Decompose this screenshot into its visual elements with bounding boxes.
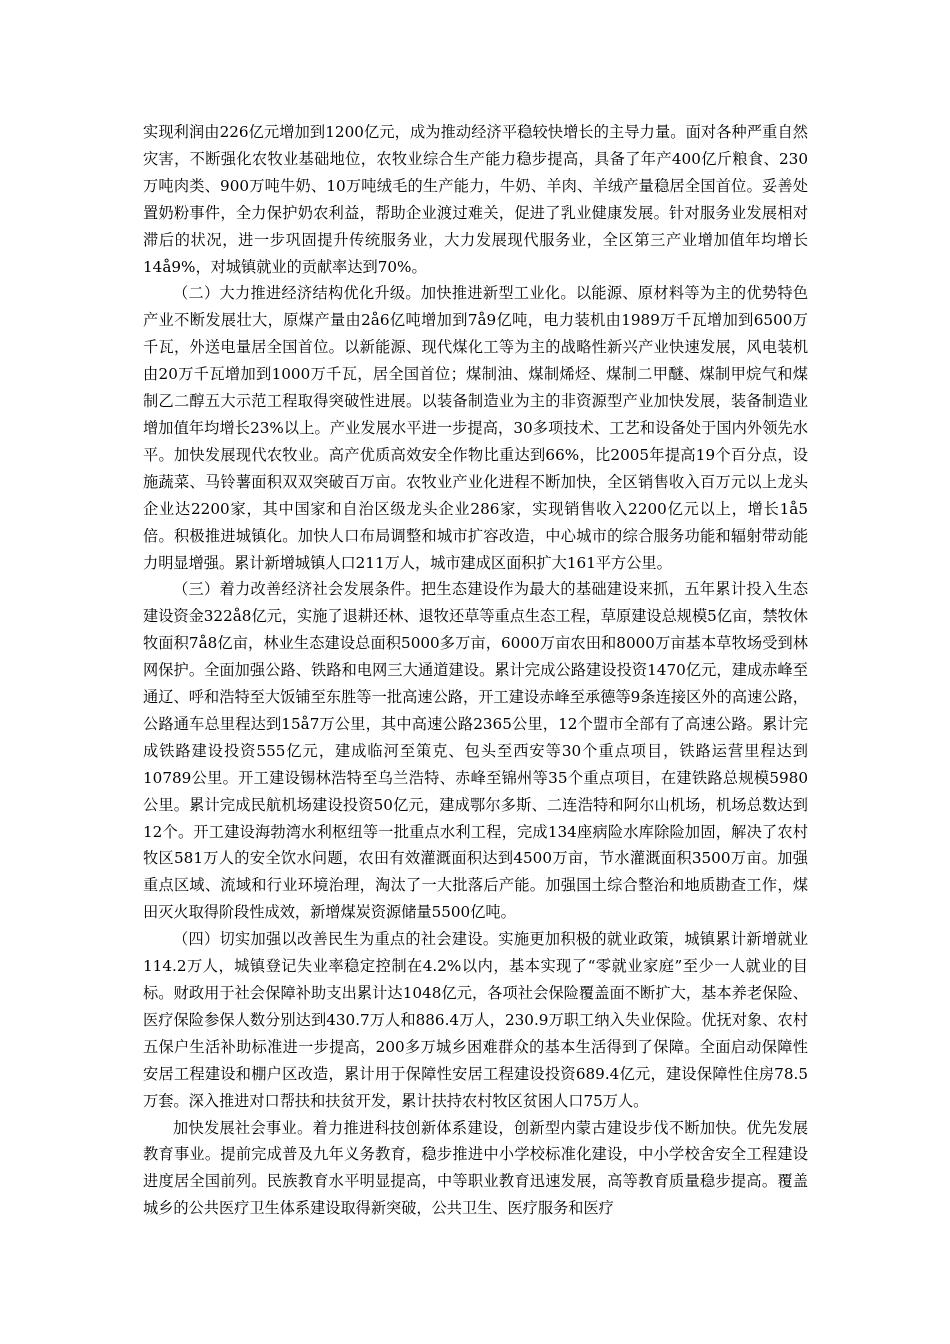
paragraph-social-undertakings: 加快发展社会事业。着力推进科技创新体系建设，创新型内蒙古建设步伐不断加快。优先发展教育事业。提前完成普及九年义务教育，稳步推进中小学校标准化建设，中小学校舍安全工程建设进度居全国前列。民族教育水平明显提高，中等职业教育迅速发展，高等教育质量稳步提高。覆盖城乡的公共医疗卫生体系建设取得新突破，公共卫生、医疗服务和医疗: [143, 1118, 808, 1218]
paragraph-economy-continued: 实现利润由226亿元增加到1200亿元，成为推动经济平稳较快增长的主导力量。面对各种严重自然灾害，不断强化农牧业基础地位，农牧业综合生产能力稳步提高，具备了年产400亿斤粮食、230万吨肉类、900万吨牛奶、10万吨绒毛的生产能力，牛奶、羊肉、羊绒产量稳居全国首位。妥善处置奶粉事件，全力保护奶农利益，帮助企业渡过难关，促进了乳业健康发展。针对服务业发展相对滞后的状况，进一步巩固提升传统服务业，大力发展现代服务业，全区第三产业增加值年均增长14å9%，对城镇就业的贡献率达到70%。: [143, 123, 808, 276]
paragraph-development-conditions: （三）着力改善经济社会发展条件。把生态建设作为最大的基础建设来抓，五年累计投入生态建设资金322å8亿元，实施了退耕还林、退牧还草等重点生态工程，草原建设总规模5亿亩，禁牧休牧面积7å8亿亩，林业生态建设总面积5000多万亩，6000万亩农田和8000万亩基本草牧场受到林网保护。全面加强公路、铁路和电网三大通道建设。累计完成公路建设投资1470亿元，建成赤峰至通辽、呼和浩特至大饭铺至东胜等一批高速公路，开工建设赤峰至承德等9条连接区外的高速公路，公路通车总里程达到15å7万公里，其中高速公路2365公里，12个盟市全部有了高速公路。累计完成铁路建设投资555亿元，建成临河至策克、包头至西安等30个重点项目，铁路运营里程达到10789公里。开工建设锡林浩特至乌兰浩特、赤峰至锦州等35个重点项目，在建铁路总规模5980公里。累计完成民航机场建设投资50亿元，建成鄂尔多斯、二连浩特和阿尔山机场，机场总数达到12个。开工建设海勃湾水利枢纽等一批重点水利工程，完成134座病险水库除险加固，解决了农村牧区581万人的安全饮水问题，农田有效灌溉面积达到4500万亩，节水灌溉面积3500万亩。加强重点区域、流域和行业环境治理，淘汰了一大批落后产能。加强国土综合整治和地质勘查工作，煤田灭火取得阶段性成效，新增煤炭资源储量5500亿吨。: [143, 580, 808, 922]
paragraph-social-construction: （四）切实加强以改善民生为重点的社会建设。实施更加积极的就业政策，城镇累计新增就业114.2万人，城镇登记失业率稳定控制在4.2%以内，基本实现了“零就业家庭”至少一人就业的目标。财政用于社会保障补助支出累计达1048亿元，各项社会保险覆盖面不断扩大，基本养老保险、医疗保险参保人数分别达到430.7万人和886.4万人，230.9万职工纳入失业保险。优抚对象、农村五保户生活补助标准进一步提高，200多万城乡困难群众的基本生活得到了保障。全面启动保障性安居工程建设和棚户区改造，累计用于保障性安居工程建设投资689.4亿元，建设保障性住房78.5万套。深入推进对口帮扶和扶贫开发，累计扶持农村牧区贫困人口75万人。: [143, 930, 808, 1110]
paragraph-structure-upgrade: （二）大力推进经济结构优化升级。加快推进新型工业化。以能源、原材料等为主的优势特色产业不断发展壮大，原煤产量由2å6亿吨增加到7å9亿吨，电力装机由1989万千瓦增加到6500万千瓦，外送电量居全国首位。以新能源、现代煤化工等为主的战略性新兴产业快速发展，风电装机由20万千瓦增加到1000万千瓦，居全国首位；煤制油、煤制烯烃、煤制二甲醚、煤制甲烷气和煤制乙二醇五大示范工程取得突破性进展。以装备制造业为主的非资源型产业加快发展，装备制造业增加值年均增长23%以上。产业发展水平进一步提高，30多项技术、工艺和设备处于国内外领先水平。加快发展现代农牧业。高产优质高效安全作物比重达到66%，比2005年提高19个百分点，设施蔬菜、马铃薯面积双双突破百万亩。农牧业产业化进程不断加快，全区销售收入百万元以上龙头企业达2200家，其中国家和自治区级龙头企业286家，实现销售收入2200亿元以上，增长1å5倍。积极推进城镇化。加快人口布局调整和城市扩容改造，中心城市的综合服务功能和辐射带动能力明显增强。累计新增城镇人口211万人，城市建成区面积扩大161平方公里。: [143, 284, 808, 572]
document-body: [143, 119, 808, 1222]
